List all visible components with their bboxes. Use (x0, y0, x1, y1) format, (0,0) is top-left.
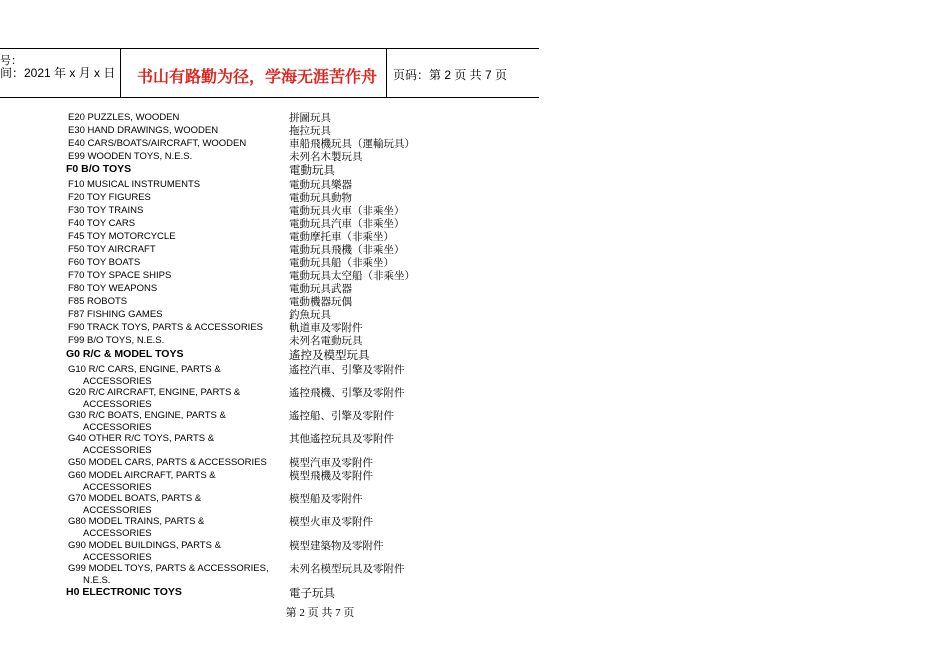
category-code (66, 587, 281, 599)
category-chinese-name: 電動玩具 (289, 163, 335, 177)
category-chinese-name: 未列名木製玩具 (289, 151, 363, 163)
category-chinese-name: 電動機器玩偶 (289, 296, 352, 308)
category-code-text: G70 MODEL BOATS, PARTS & (68, 493, 202, 504)
category-chinese-name: 電動玩具船（非乘坐） (289, 257, 394, 269)
category-code-continuation: ACCESSORIES (83, 375, 152, 387)
category-chinese-name: 電動玩具火車（非乘坐） (289, 205, 405, 217)
category-chinese-name: 模型汽車及零附件 (289, 457, 373, 469)
category-code (68, 387, 283, 410)
header-page-cell (387, 49, 539, 97)
category-chinese-name: 未列名模型玩具及零附件 (289, 563, 405, 575)
category-chinese-name: 軌道車及零附件 (289, 322, 363, 334)
doc-date: 间：2021 年 x 月 x 日 (0, 66, 116, 80)
category-code-text: G40 OTHER R/C TOYS, PARTS & (68, 433, 215, 444)
category-chinese-name: 模型建築物及零附件 (289, 540, 384, 552)
category-chinese-name: 電動玩具汽車（非乘坐） (289, 218, 405, 230)
category-chinese-name: 遙控及模型玩具 (289, 348, 370, 362)
category-code (68, 205, 283, 217)
category-code-continuation: N.E.S. (83, 574, 111, 586)
category-code-text: F20 TOY FIGURES (68, 192, 151, 203)
category-code-text: F45 TOY MOTORCYCLE (68, 231, 176, 242)
category-code-continuation: ACCESSORIES (83, 527, 152, 539)
category-chinese-name: 未列名電動玩具 (289, 335, 363, 347)
category-chinese-name: 電動玩具太空船（非乘坐） (289, 270, 415, 282)
category-code (68, 244, 283, 256)
category-code (68, 309, 283, 321)
category-code-continuation: ACCESSORIES (83, 481, 152, 493)
category-code (68, 192, 283, 204)
category-code-text: G30 R/C BOATS, ENGINE, PARTS & (68, 410, 226, 421)
category-code-continuation: ACCESSORIES (83, 421, 152, 433)
category-chinese-name: 遙控汽車、引擎及零附件 (289, 364, 405, 376)
category-code (68, 112, 283, 124)
header-doc-info-cell (0, 49, 121, 97)
category-code (68, 457, 283, 469)
category-code-text: G20 R/C AIRCRAFT, ENGINE, PARTS & (68, 387, 241, 398)
header-page-info: 页码：第 2 页 共 7 页 (393, 68, 508, 82)
category-code (68, 138, 283, 150)
doc-number-label: 号： (0, 55, 22, 67)
category-chinese-name: 電子玩具 (289, 586, 335, 600)
category-code (66, 164, 281, 176)
category-code (68, 364, 283, 387)
category-chinese-name: 車船飛機玩具（運輸玩具） (289, 138, 415, 150)
header-motto-cell (121, 49, 387, 97)
category-code (68, 270, 283, 282)
category-code-text: F30 TOY TRAINS (68, 205, 144, 216)
category-chinese-name: 電動玩具動物 (289, 192, 352, 204)
category-code-text: G90 MODEL BUILDINGS, PARTS & (68, 540, 221, 551)
category-code-text: G0 R/C & MODEL TOYS (66, 348, 184, 360)
category-code (68, 296, 283, 308)
category-code (68, 516, 283, 539)
category-chinese-name: 模型飛機及零附件 (289, 470, 373, 482)
category-code (68, 151, 283, 163)
category-code (68, 322, 283, 334)
category-chinese-name: 電動玩具樂器 (289, 179, 352, 191)
category-code-text: E99 WOODEN TOYS, N.E.S. (68, 151, 193, 162)
category-code (68, 283, 283, 295)
category-code-text: F80 TOY WEAPONS (68, 283, 158, 294)
category-code-continuation: ACCESSORIES (83, 398, 152, 410)
category-code (66, 349, 281, 361)
category-code-text: G60 MODEL AIRCRAFT, PARTS & (68, 470, 216, 481)
category-code (68, 257, 283, 269)
category-code (68, 125, 283, 137)
category-code (68, 493, 283, 516)
category-code-text: G10 R/C CARS, ENGINE, PARTS & (68, 364, 221, 375)
page-header (0, 48, 539, 98)
category-code-text: F0 B/O TOYS (66, 163, 132, 175)
category-code-text: F40 TOY CARS (68, 218, 136, 229)
category-code-text: E30 HAND DRAWINGS, WOODEN (68, 125, 219, 136)
category-code-text: E40 CARS/BOATS/AIRCRAFT, WOODEN (68, 138, 247, 149)
category-code-continuation: ACCESSORIES (83, 551, 152, 563)
category-code (68, 231, 283, 243)
category-code-continuation: ACCESSORIES (83, 444, 152, 456)
category-code-text: G80 MODEL TRAINS, PARTS & (68, 516, 205, 527)
category-chinese-name: 遙控船、引擎及零附件 (289, 410, 394, 422)
category-code-text: F60 TOY BOATS (68, 257, 141, 268)
category-code (68, 433, 283, 456)
category-chinese-name: 拼圖玩具 (289, 112, 331, 124)
category-chinese-name: 拖拉玩具 (289, 125, 331, 137)
category-chinese-name: 遙控飛機、引擎及零附件 (289, 387, 405, 399)
category-code (68, 410, 283, 433)
category-code (68, 540, 283, 563)
category-chinese-name: 電動玩具武器 (289, 283, 352, 295)
category-code (68, 218, 283, 230)
category-chinese-name: 模型船及零附件 (289, 493, 363, 505)
category-code-text: G99 MODEL TOYS, PARTS & ACCESSORIES, (68, 563, 269, 574)
category-code (68, 563, 283, 586)
category-code (68, 179, 283, 191)
category-code-text: F90 TRACK TOYS, PARTS & ACCESSORIES (68, 322, 263, 333)
category-code-text: E20 PUZZLES, WOODEN (68, 112, 180, 123)
category-code-text: F99 B/O TOYS, N.E.S. (68, 335, 165, 346)
category-code-text: F50 TOY AIRCRAFT (68, 244, 156, 255)
category-chinese-name: 電動玩具飛機（非乘坐） (289, 244, 405, 256)
category-chinese-name: 釣魚玩具 (289, 309, 331, 321)
page-footer: 第 2 页 共 7 页 (285, 607, 355, 619)
category-code-text: F85 ROBOTS (68, 296, 128, 307)
category-chinese-name: 其他遙控玩具及零附件 (289, 433, 394, 445)
category-code-continuation: ACCESSORIES (83, 504, 152, 516)
category-chinese-name: 模型火車及零附件 (289, 516, 373, 528)
category-code-text: F10 MUSICAL INSTRUMENTS (68, 179, 201, 190)
motto: 书山有路勤为径，学海无涯苦作舟 (137, 67, 378, 86)
category-code (68, 470, 283, 493)
category-code-text: F87 FISHING GAMES (68, 309, 163, 320)
category-code-text: H0 ELECTRONIC TOYS (66, 586, 182, 598)
category-code-text: G50 MODEL CARS, PARTS & ACCESSORIES (68, 457, 267, 468)
category-code-text: F70 TOY SPACE SHIPS (68, 270, 172, 281)
category-code (68, 335, 283, 347)
category-chinese-name: 電動摩托車（非乘坐） (289, 231, 394, 243)
